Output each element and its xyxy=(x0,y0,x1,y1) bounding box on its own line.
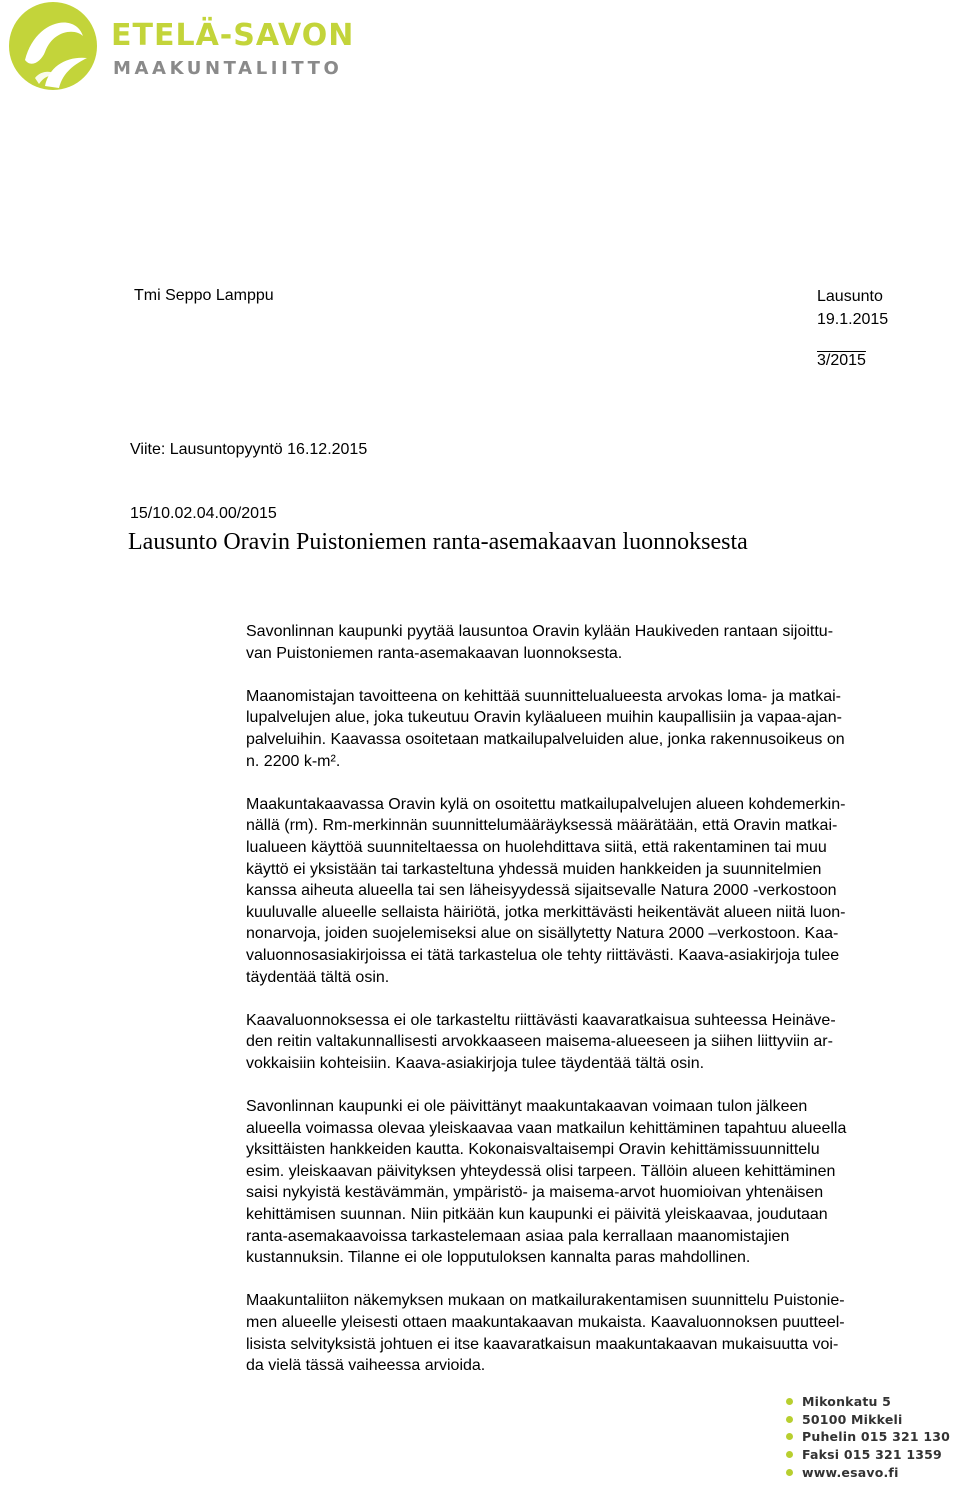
text-line: vokkaisiin kohteisiin. Kaava-asiakirjoja tulee täydentää tältä osin. xyxy=(246,1054,705,1072)
text-line: täydentää tältä osin. xyxy=(246,968,390,986)
text-line: esim. yleiskaavan päivityksen yhteydessä olisi tarpeen. Tällöin alueen kehittäminen xyxy=(246,1162,836,1180)
document-date: 19.1.2015 xyxy=(817,311,889,328)
document-title: Lausunto Oravin Puistoniemen ranta-asemakaavan luonnoksesta xyxy=(128,529,748,555)
text-line: kehittämisen suunnan. Niin pitkään kun kaupunki ei päivitä yleiskaavaa, joudutaan xyxy=(246,1206,828,1224)
text-line: Maakuntakaavassa Oravin kylä on osoitettu matkailupalvelujen alueen kohdemerkin- xyxy=(246,795,846,813)
bullet-icon xyxy=(786,1451,793,1458)
contact-web xyxy=(786,1463,950,1481)
document-number: 3/2015 xyxy=(817,352,866,369)
text-line: da vielä tässä vaiheessa arvioida. xyxy=(246,1357,486,1375)
text-line: yksittäisten hankkeiden kautta. Kokonaisvaltaisempi Oravin kehittämissuunnittelu xyxy=(246,1141,820,1159)
text-line: lisista selvityksistä johtuen ei itse kaavaratkaisun maakuntakaavan mukaisuutta voi- xyxy=(246,1335,839,1353)
bullet-icon xyxy=(786,1433,793,1440)
text-line: kuuluvalle alueelle sellaista häiriötä, jotka merkittävästi heikentävät alueen niitä luon- xyxy=(246,903,846,921)
diary-number: 15/10.02.04.00/2015 xyxy=(130,505,277,522)
paragraph-general-plan xyxy=(246,1096,958,1269)
document-type: Lausunto xyxy=(817,288,883,305)
bullet-icon xyxy=(786,1469,793,1476)
postal-text: 50100 Mikkeli xyxy=(802,1411,903,1427)
contact-address xyxy=(786,1393,950,1411)
contact-postal xyxy=(786,1411,950,1429)
text-line: nonarvoja, joiden suojelemiseksi alue on sisällytetty Natura 2000 –verkostoon. Kaa- xyxy=(246,925,839,943)
text-line: palveluihin. Kaavassa osoitetaan matkailupalveluiden alue, jonka rakennusoikeus on xyxy=(246,730,845,748)
text-line: lualueen käyttöä suunniteltaessa on huolehdittava siitä, että rakentaminen tai muu xyxy=(246,838,827,856)
contact-fax xyxy=(786,1446,950,1464)
text-line: ranta-asemakaavoissa tarkastelemaan asiaa pala kerrallaan maanomistajien xyxy=(246,1227,790,1245)
contact-phone xyxy=(786,1428,950,1446)
logo-emblem xyxy=(9,2,97,90)
logo-wordmark-line1: ETELÄ-SAVON xyxy=(111,18,355,53)
paragraph-regional-plan xyxy=(246,794,958,988)
text-line: käyttö ei yksistään tai tarkasteltuna yhdessä muiden hankkeiden ja suunnitelmien xyxy=(246,860,822,878)
text-line: alueella voimassa olevaa yleiskaavaa vaan matkailun kehittäminen tapahtuu alueella xyxy=(246,1119,847,1137)
etela-savon-maakuntaliitto-logo xyxy=(5,0,365,100)
paragraph-request xyxy=(246,621,958,664)
bullet-icon xyxy=(786,1398,793,1405)
paragraph-landscape xyxy=(246,1010,958,1075)
text-line: valuonnosasiakirjoissa ei tätä tarkastelua ole tehty riittävästi. Kaava-asiakirjoja tulee xyxy=(246,946,840,964)
text-line: Savonlinnan kaupunki ei ole päivittänyt maakuntakaavan voimaan tulon jälkeen xyxy=(246,1098,808,1116)
bullet-icon xyxy=(786,1416,793,1423)
website-link[interactable]: www.esavo.fi xyxy=(802,1464,899,1480)
paragraph-landowner-goal xyxy=(246,686,958,772)
paragraph-conclusion xyxy=(246,1290,958,1376)
contact-info xyxy=(786,1393,950,1481)
text-line: Maakuntaliiton näkemyksen mukaan on matkailurakentamisen suunnittelu Puistonie- xyxy=(246,1292,845,1310)
recipient: Tmi Seppo Lamppu xyxy=(134,287,274,304)
text-line: Kaavaluonnoksessa ei ole tarkasteltu riittävästi kaavaratkaisua suhteessa Heinäve- xyxy=(246,1011,836,1029)
text-line: lupalvelujen alue, joka tukeutuu Oravin kyläalueen muihin kaupallisiin ja vapaa-ajan- xyxy=(246,709,842,727)
text-line: nällä (rm). Rm-merkinnän suunnittelumääräyksessä määrätään, että Oravin matkai- xyxy=(246,817,838,835)
fax-text: Faksi 015 321 1359 xyxy=(802,1447,942,1463)
address-text: Mikonkatu 5 xyxy=(802,1394,892,1410)
text-line: Maanomistajan tavoitteena on kehittää suunnittelualueesta arvokas loma- ja matkai- xyxy=(246,687,841,705)
text-line: kanssa aiheuta alueella tai sen läheisyydessä sijaitsevalle Natura 2000 -verkostoon xyxy=(246,882,837,900)
text-line: kustannuksin. Tilanne ei ole lopputuloksen kannalta paras mahdollinen. xyxy=(246,1249,751,1267)
text-line: men alueelle yleisesti ottaen maakuntakaavan mukaista. Kaavaluonnoksen puutteel- xyxy=(246,1314,845,1331)
logo-wordmark-line2: MAAKUNTALIITTO xyxy=(113,58,343,79)
body-text xyxy=(246,621,958,1398)
text-line: van Puistoniemen ranta-asemakaavan luonnoksesta. xyxy=(246,644,623,662)
text-line: Savonlinnan kaupunki pyytää lausuntoa Oravin kylään Haukiveden rantaan sijoittu- xyxy=(246,623,834,640)
text-line: saisi nykyistä kestävämmän, ympäristö- ja maisema-arvot huomioivan yhtenäisen xyxy=(246,1184,824,1202)
phone-text: Puhelin 015 321 130 xyxy=(802,1429,951,1445)
reference-line: Viite: Lausuntopyyntö 16.12.2015 xyxy=(130,441,368,458)
text-line: den reitin valtakunnallisesti arvokkaaseen maisema-alueeseen ja siihen liittyviin ar- xyxy=(246,1033,833,1051)
text-line: n. 2200 k-m². xyxy=(246,752,341,770)
